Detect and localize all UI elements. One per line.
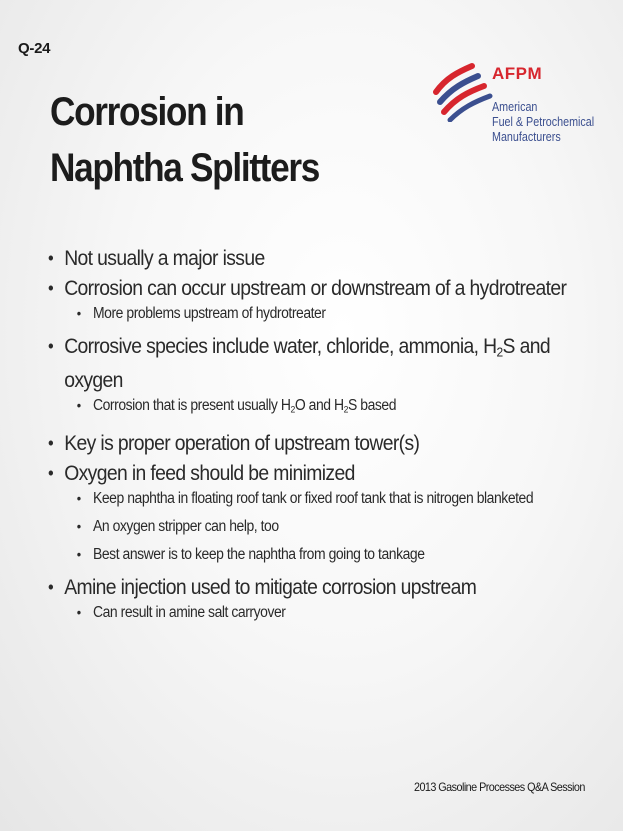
sub-bullet-item: • Best answer is to keep the naphtha from going to tankage	[66, 545, 622, 564]
logo-subtitle-line: Manufacturers	[492, 130, 561, 144]
afpm-flag-icon	[432, 58, 496, 122]
bullet-item: • Not usually a major issue	[48, 244, 593, 272]
bullet-item: • Key is proper operation of upstream tower(s)	[48, 429, 593, 457]
logo-subtitle-line: Fuel & Petrochemical	[492, 115, 595, 129]
sub-bullet-item: • More problems upstream of hydrotreater	[66, 304, 622, 323]
bullet-item: • Corrosive species include water, chloride, ammonia, $H_2S$ and oxygen	[48, 332, 593, 394]
logo-name: AFPM	[492, 64, 543, 83]
sub-bullet-item: • An oxygen stripper can help, too	[66, 517, 622, 536]
slide-title: Corrosion in Naphtha Splitters	[50, 90, 319, 190]
footer-session: 2013 Gasoline Processes Q&A Session	[414, 780, 585, 794]
logo-subtitle-line: American	[492, 100, 538, 114]
bullet-item: • Oxygen in feed should be minimized	[48, 459, 593, 487]
bullet-list	[48, 244, 608, 631]
sub-bullet-item: • Corrosion that is present usually $H_2O$ and $H_2S$ based	[66, 396, 622, 419]
afpm-logo	[432, 58, 602, 168]
sub-bullet-item: • Keep naphtha in floating roof tank or fixed roof tank that is nitrogen blanketed	[66, 489, 622, 508]
logo-subtitle	[492, 100, 594, 145]
slide-id: Q-24	[18, 40, 51, 57]
sub-bullet-item: • Can result in amine salt carryover	[66, 603, 622, 622]
bullet-item: • Amine injection used to mitigate corrosion upstream	[48, 573, 593, 601]
bullet-item: • Corrosion can occur upstream or downstream of a hydrotreater	[48, 274, 593, 302]
